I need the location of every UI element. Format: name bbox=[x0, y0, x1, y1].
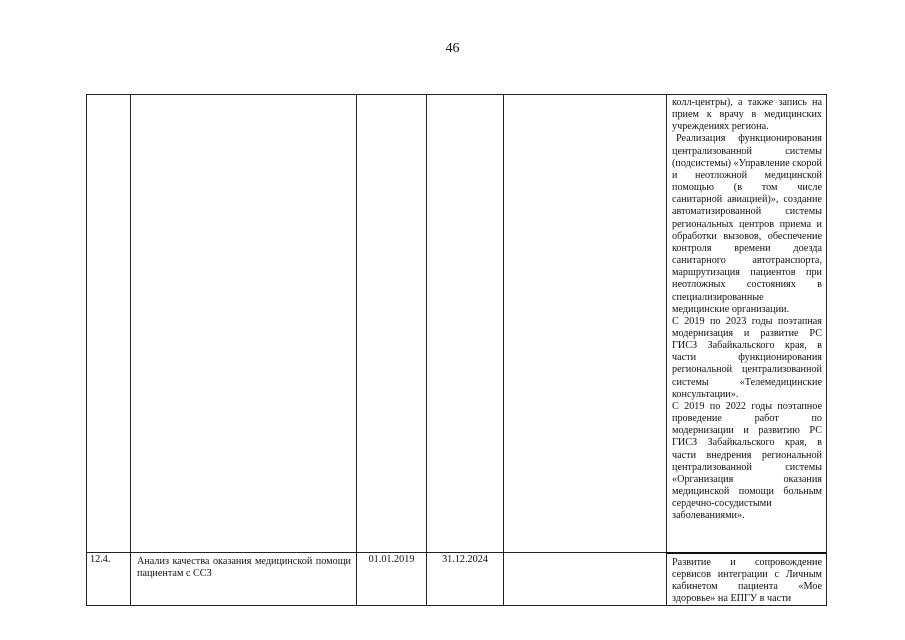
cell-start-date bbox=[357, 95, 427, 553]
cell-start-date: 01.01.2019 bbox=[357, 553, 427, 606]
cell-end-date bbox=[427, 95, 504, 553]
measures-table bbox=[86, 94, 827, 606]
description-paragraph: С 2019 по 2023 годы поэтапная модернизация и развитие РС ГИСЗ Забайкальского края, в части функционирования региональной централизованной системы «Телемедицинские консультации». bbox=[672, 315, 822, 400]
description-paragraph: С 2019 по 2022 годы поэтапное проведение работ по модернизации и развитию РС ГИСЗ Забайкальского края, в части внедрения региональной централизованной системы «Организация оказания медицинской помощи больным сердечно-сосудистыми заболеваниями». bbox=[672, 400, 822, 522]
cell-responsible bbox=[504, 95, 667, 553]
cell-end-date: 31.12.2024 bbox=[427, 553, 504, 606]
description-paragraph: Реализация функционирования централизованной системы (подсистемы) «Управление скорой и неотложной медицинской помощью (в том числе санитарной авиацией)», создание автоматизированной системы региональных центров приема и обработки вызовов, обеспечение контроля времени доезда санитарного автотранспорта, маршрутизация пациентов при неотложных состояниях в специализированные медицинские организации. bbox=[672, 133, 822, 315]
cell-name: Анализ качества оказания медицинской помощи пациентам с ССЗ bbox=[131, 553, 357, 606]
cell-number: 12.4. bbox=[87, 553, 131, 606]
table-row-continuation bbox=[87, 95, 827, 553]
table-row-12-4 bbox=[87, 553, 827, 606]
cell-responsible bbox=[504, 553, 667, 606]
description-paragraph: Развитие и сопровождение сервисов интеграции с Личным кабинетом пациента «Мое здоровье» на ЕПГУ в части bbox=[672, 556, 822, 604]
cell-description bbox=[667, 553, 827, 606]
cell-number bbox=[87, 95, 131, 553]
description-paragraph: колл-центры), а также запись на прием к врачу в медицинских учреждениях региона. bbox=[672, 97, 822, 133]
cell-name bbox=[131, 95, 357, 553]
cell-description bbox=[667, 95, 827, 553]
page-number: 46 bbox=[445, 41, 460, 56]
